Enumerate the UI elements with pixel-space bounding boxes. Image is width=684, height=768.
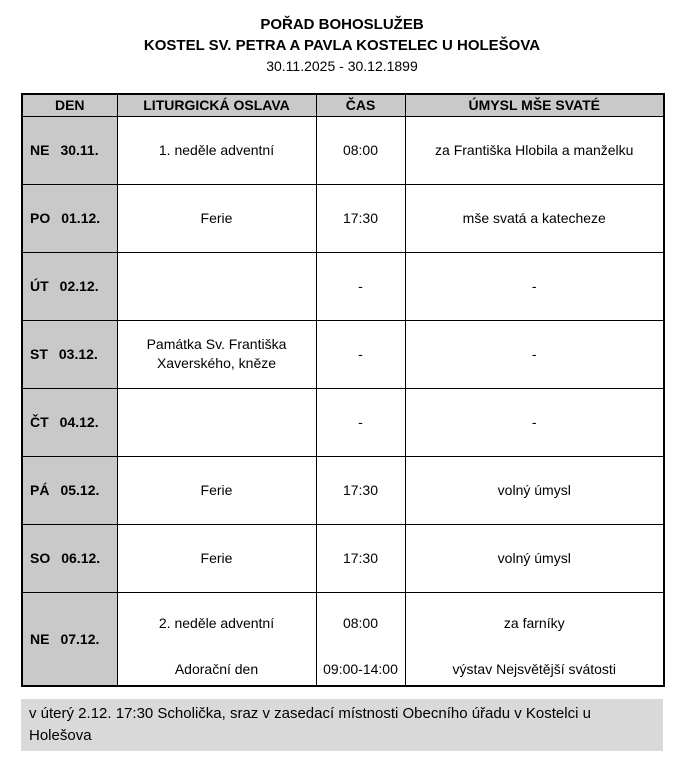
table-row xyxy=(22,320,664,388)
day-wrap xyxy=(30,142,117,158)
day-abbrev: ÚT xyxy=(30,278,49,294)
day-wrap xyxy=(30,550,117,566)
day-wrap xyxy=(30,210,117,226)
intention-cell: volný úmysl xyxy=(405,524,664,592)
intention-cell: - xyxy=(405,252,664,320)
intention-cell xyxy=(405,592,664,686)
intention-cell: volný úmysl xyxy=(405,456,664,524)
table-row xyxy=(22,592,664,686)
table-row xyxy=(22,252,664,320)
celebration-cell xyxy=(117,592,316,686)
celebration-cell: Ferie xyxy=(117,524,316,592)
table-body xyxy=(22,116,664,686)
footer-note: v úterý 2.12. 17:30 Scholička, sraz v zasedací místnosti Obecního úřadu v Kostelci u Holešova xyxy=(21,699,663,751)
celebration-line-1: 2. neděle adventní xyxy=(158,614,275,631)
church-name: KOSTEL SV. PETRA A PAVLA KOSTELEC U HOLEŠOVA xyxy=(143,37,541,54)
day-abbrev: PO xyxy=(30,210,51,226)
day-abbrev: NE xyxy=(30,142,50,158)
day-cell xyxy=(22,320,117,388)
day-wrap xyxy=(30,482,117,498)
day-date: 04.12. xyxy=(59,414,99,430)
table-header xyxy=(22,94,664,116)
day-wrap xyxy=(30,414,117,430)
intention-cell: za Františka Hlobila a manželku xyxy=(405,116,664,184)
day-date: 02.12. xyxy=(59,278,99,294)
day-date: 30.11. xyxy=(60,142,99,158)
day-cell xyxy=(22,388,117,456)
column-header-cas: ČAS xyxy=(316,94,405,116)
header-row xyxy=(22,94,664,116)
time-cell: - xyxy=(316,252,405,320)
day-cell xyxy=(22,184,117,252)
time-cell: - xyxy=(316,388,405,456)
celebration-cell xyxy=(117,388,316,456)
time-cell: 17:30 xyxy=(316,456,405,524)
column-header-umysl: ÚMYSL MŠE SVATÉ xyxy=(405,94,664,116)
table-row xyxy=(22,116,664,184)
day-date: 03.12. xyxy=(58,346,98,362)
day-cell xyxy=(22,456,117,524)
table-row xyxy=(22,388,664,456)
day-abbrev: PÁ xyxy=(30,482,50,498)
column-header-den: DEN xyxy=(22,94,117,116)
day-date: 05.12. xyxy=(60,482,100,498)
day-date: 07.12. xyxy=(60,630,100,647)
intention-cell: - xyxy=(405,320,664,388)
time-cell: 08:00 xyxy=(316,116,405,184)
day-cell xyxy=(22,252,117,320)
celebration-line-2: Adorační den xyxy=(174,660,259,677)
time-cell: 17:30 xyxy=(316,184,405,252)
day-cell xyxy=(22,524,117,592)
day-date: 06.12. xyxy=(61,550,101,566)
time-cell: 17:30 xyxy=(316,524,405,592)
day-cell xyxy=(22,116,117,184)
celebration-cell: Ferie xyxy=(117,456,316,524)
intention-line-1: za farníky xyxy=(503,614,565,631)
table-row xyxy=(22,456,664,524)
day-abbrev: SO xyxy=(30,550,51,566)
celebration-cell: Památka Sv. Františka Xaverského, kněze xyxy=(117,320,316,388)
time-line-2: 09:00-14:00 xyxy=(323,660,398,677)
intention-cell: mše svatá a katecheze xyxy=(405,184,664,252)
day-abbrev: ST xyxy=(30,346,48,362)
title-block xyxy=(21,14,663,77)
day-date: 01.12. xyxy=(61,210,101,226)
page-title: POŘAD BOHOSLUŽEB xyxy=(260,16,424,33)
day-wrap xyxy=(30,278,117,294)
day-abbrev: ČT xyxy=(30,414,49,430)
date-range: 30.11.2025 - 30.12.1899 xyxy=(266,58,418,74)
celebration-cell xyxy=(117,252,316,320)
celebration-cell: Ferie xyxy=(117,184,316,252)
time-cell: - xyxy=(316,320,405,388)
celebration-cell: 1. neděle adventní xyxy=(117,116,316,184)
day-cell xyxy=(22,592,117,686)
column-header-liturgicka-oslava: LITURGICKÁ OSLAVA xyxy=(117,94,316,116)
schedule-table xyxy=(21,93,665,687)
table-row xyxy=(22,184,664,252)
day-wrap xyxy=(30,631,117,647)
table-row xyxy=(22,524,664,592)
time-cell xyxy=(316,592,405,686)
intention-line-2: výstav Nejsvětější svátosti xyxy=(452,660,616,677)
day-abbrev: NE xyxy=(30,630,50,647)
intention-cell: - xyxy=(405,388,664,456)
day-wrap xyxy=(30,346,117,362)
time-line-1: 08:00 xyxy=(342,614,379,631)
